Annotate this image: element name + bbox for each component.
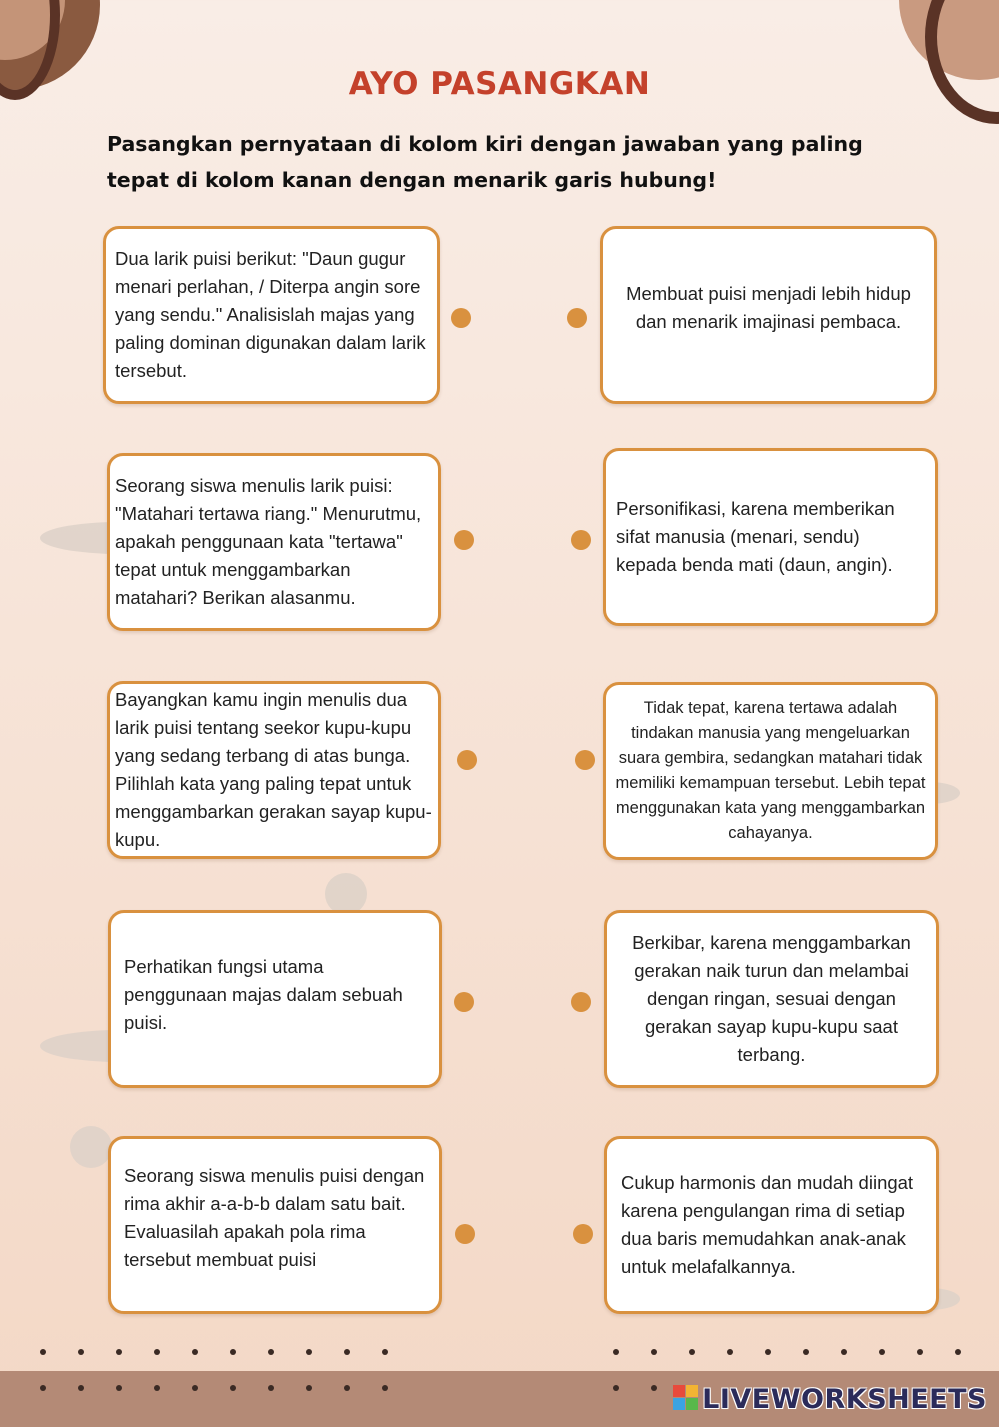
- liveworksheets-logo-icon: [673, 1385, 699, 1411]
- footer-dot-row: [613, 1349, 973, 1355]
- background-blob: [325, 873, 367, 915]
- right-connector-dot[interactable]: [567, 308, 587, 328]
- right-answer-card: [603, 682, 938, 860]
- footer-dot-row: [40, 1349, 400, 1355]
- right-answer-text: Membuat puisi menjadi lebih hidup dan menarik imajinasi pembaca.: [626, 283, 911, 332]
- footer-dot-row: [40, 1385, 400, 1391]
- left-connector-dot[interactable]: [451, 308, 471, 328]
- worksheet-title: AYO PASANGKAN: [348, 66, 651, 102]
- background-blob: [70, 1126, 112, 1168]
- right-answer-card: [600, 226, 937, 404]
- right-connector-dot[interactable]: [573, 1224, 593, 1244]
- left-statement-text: Seorang siswa menulis puisi dengan rima akhir a-a-b-b dalam satu bait. Evaluasilah apakah pola rima tersebut membuat puisi: [124, 1165, 425, 1270]
- left-statement-text: Bayangkan kamu ingin menulis dua larik puisi tentang seekor kupu-kupu yang sedang terbang di atas bunga. Pilihlah kata yang paling tepat untuk menggambarkan gerakan sayap kupu-kupu.: [115, 689, 432, 850]
- left-connector-dot[interactable]: [454, 530, 474, 550]
- corner-ring-top-right: [925, 0, 999, 124]
- liveworksheets-logo[interactable]: [673, 1384, 987, 1415]
- right-answer-text: Personifikasi, karena memberikan sifat manusia (menari, sendu) kepada benda mati (daun, angin).: [616, 498, 895, 575]
- right-answer-text: Tidak tepat, karena tertawa adalah tindakan manusia yang mengeluarkan suara gembira, sedangkan matahari tidak memiliki kemampuan tersebut. Lebih tepat menggunakan kata yang menggambarkan cahayanya.: [615, 699, 926, 842]
- right-connector-dot[interactable]: [571, 992, 591, 1012]
- left-statement-card: [107, 453, 441, 631]
- right-answer-card: [604, 910, 939, 1088]
- left-connector-dot[interactable]: [457, 750, 477, 770]
- right-answer-card: [603, 448, 938, 626]
- left-connector-dot[interactable]: [454, 992, 474, 1012]
- left-statement-text: Seorang siswa menulis larik puisi: "Matahari tertawa riang." Menurutmu, apakah penggunaan kata "tertawa" tepat untuk menggambarkan matahari? Berikan alasanmu.: [115, 475, 422, 608]
- left-statement-card: [108, 910, 442, 1088]
- left-statement-card: [103, 226, 440, 404]
- right-answer-card: [604, 1136, 939, 1314]
- right-connector-dot[interactable]: [575, 750, 595, 770]
- instruction-text: Pasangkan pernyataan di kolom kiri dengan jawaban yang paling tepat di kolom kanan dengan menarik garis hubung!: [107, 132, 863, 192]
- right-connector-dot[interactable]: [571, 530, 591, 550]
- right-answer-text: Berkibar, karena menggambarkan gerakan naik turun dan melambai dengan ringan, sesuai dengan gerakan sayap kupu-kupu saat terbang.: [632, 932, 911, 1065]
- right-answer-text: Cukup harmonis dan mudah diingat karena pengulangan rima di setiap dua baris memudahkan anak-anak untuk melafalkannya.: [621, 1172, 914, 1277]
- left-statement-card: [108, 1136, 442, 1314]
- left-statement-card: [107, 681, 441, 859]
- liveworksheets-logo-text: LIVEWORKSHEETS: [702, 1384, 987, 1415]
- left-connector-dot[interactable]: [455, 1224, 475, 1244]
- left-statement-text: Dua larik puisi berikut: "Daun gugur menari perlahan, / Diterpa angin sore yang sendu." Analisislah majas yang paling dominan digunakan dalam larik tersebut.: [115, 248, 426, 381]
- left-statement-text: Perhatikan fungsi utama penggunaan majas dalam sebuah puisi.: [124, 956, 403, 1033]
